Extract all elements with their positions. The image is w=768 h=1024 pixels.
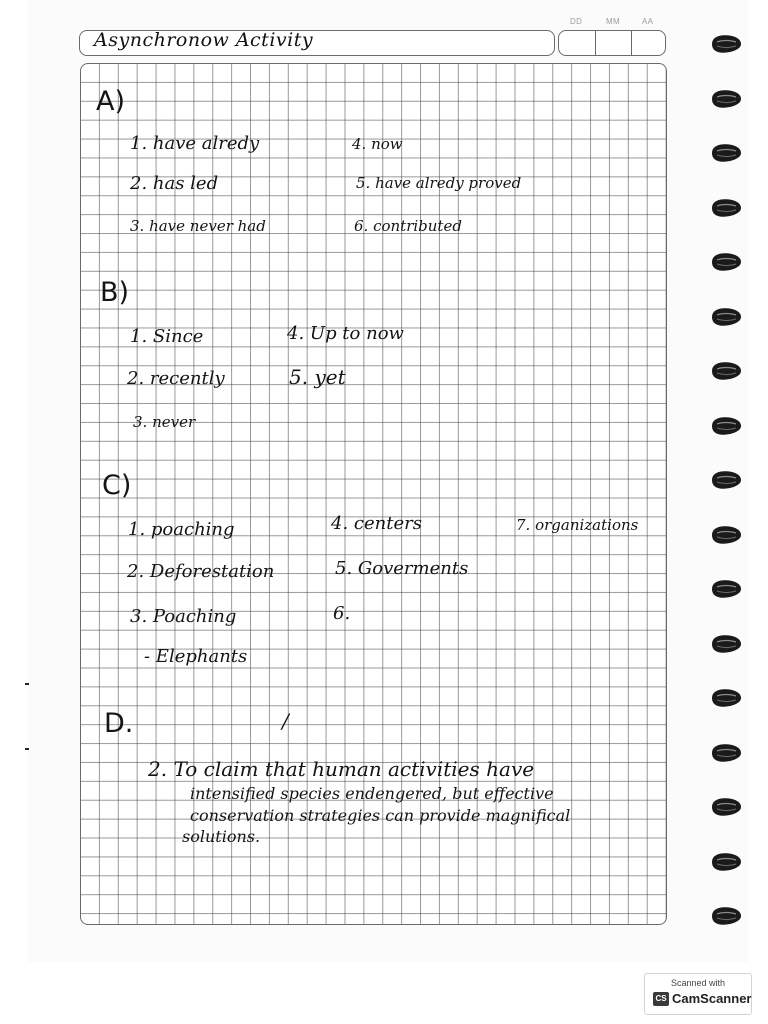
answer-c7: 7. organizations bbox=[516, 516, 639, 534]
answer-d2-line: intensified species endengered, but effective bbox=[190, 784, 554, 803]
binding-ring-icon bbox=[708, 796, 742, 818]
binding-ring-icon bbox=[708, 469, 742, 491]
date-divider bbox=[631, 31, 632, 55]
answer-a1: 1. have alredy bbox=[130, 133, 260, 154]
scanner-brand: CamScanner bbox=[672, 991, 752, 1006]
answer-c3-note: - Elephants bbox=[144, 646, 248, 667]
answer-d2-line: solutions. bbox=[182, 827, 261, 847]
binding-ring-icon bbox=[708, 33, 742, 55]
binding-ring-icon bbox=[708, 851, 742, 873]
date-label-dd: DD bbox=[570, 17, 583, 26]
binding-ring-icon bbox=[708, 197, 742, 219]
date-divider bbox=[595, 31, 596, 55]
answer-b1: 1. Since bbox=[130, 326, 204, 347]
date-label-aa: AA bbox=[642, 17, 654, 26]
scanner-caption: Scanned with bbox=[670, 978, 726, 988]
binding-ring-icon bbox=[708, 578, 742, 600]
binding-ring-icon bbox=[708, 742, 742, 764]
binding-ring-icon bbox=[708, 360, 742, 382]
date-box bbox=[558, 30, 666, 56]
section-d-heading: D. bbox=[104, 708, 134, 739]
date-labels bbox=[566, 17, 666, 27]
answer-a3: 3. have never had bbox=[130, 217, 266, 235]
binding-ring-icon bbox=[708, 524, 742, 546]
answer-c4: 4. centers bbox=[331, 513, 422, 534]
binding-ring-icon bbox=[708, 306, 742, 328]
binding-ring-icon bbox=[708, 633, 742, 655]
section-d-mark: / bbox=[282, 709, 289, 733]
answer-b2: 2. recently bbox=[127, 368, 225, 389]
answer-b3: 3. never bbox=[133, 413, 196, 431]
answer-a5: 5. have alredy proved bbox=[356, 174, 522, 192]
binding-ring-icon bbox=[708, 142, 742, 164]
answer-b4: 4. Up to now bbox=[287, 323, 404, 344]
answer-d2-line: conservation strategies can provide magnifical bbox=[190, 805, 571, 825]
answer-a6: 6. contributed bbox=[354, 217, 462, 235]
margin-mark bbox=[25, 748, 29, 750]
title-box bbox=[79, 30, 555, 56]
section-c-heading: C) bbox=[102, 470, 132, 501]
answer-a2: 2. has led bbox=[130, 173, 219, 194]
answer-c2: 2. Deforestation bbox=[127, 561, 275, 582]
answer-d2-line: 2. To claim that human activities have bbox=[148, 757, 535, 781]
binding-ring-icon bbox=[708, 415, 742, 437]
binding-ring-icon bbox=[708, 687, 742, 709]
scanner-watermark bbox=[644, 973, 752, 1015]
section-a-heading: A) bbox=[96, 86, 126, 117]
answer-c5: 5. Goverments bbox=[335, 558, 469, 579]
margin-mark bbox=[25, 683, 29, 685]
date-label-mm: MM bbox=[606, 17, 620, 26]
answer-c6: 6. bbox=[333, 603, 351, 624]
answer-c1: 1. poaching bbox=[128, 519, 235, 540]
answer-d2 bbox=[148, 756, 570, 848]
answer-c3: 3. Poaching bbox=[130, 606, 237, 627]
binding-ring-icon bbox=[708, 88, 742, 110]
camscanner-logo-icon: CS bbox=[653, 992, 669, 1006]
page-title: Asynchronow Activity bbox=[94, 29, 314, 51]
binding-ring-icon bbox=[708, 251, 742, 273]
binding-ring-icon bbox=[708, 905, 742, 927]
answer-b5: 5. yet bbox=[289, 365, 346, 389]
section-b-heading: B) bbox=[100, 277, 130, 308]
answer-a4: 4. now bbox=[352, 135, 403, 153]
